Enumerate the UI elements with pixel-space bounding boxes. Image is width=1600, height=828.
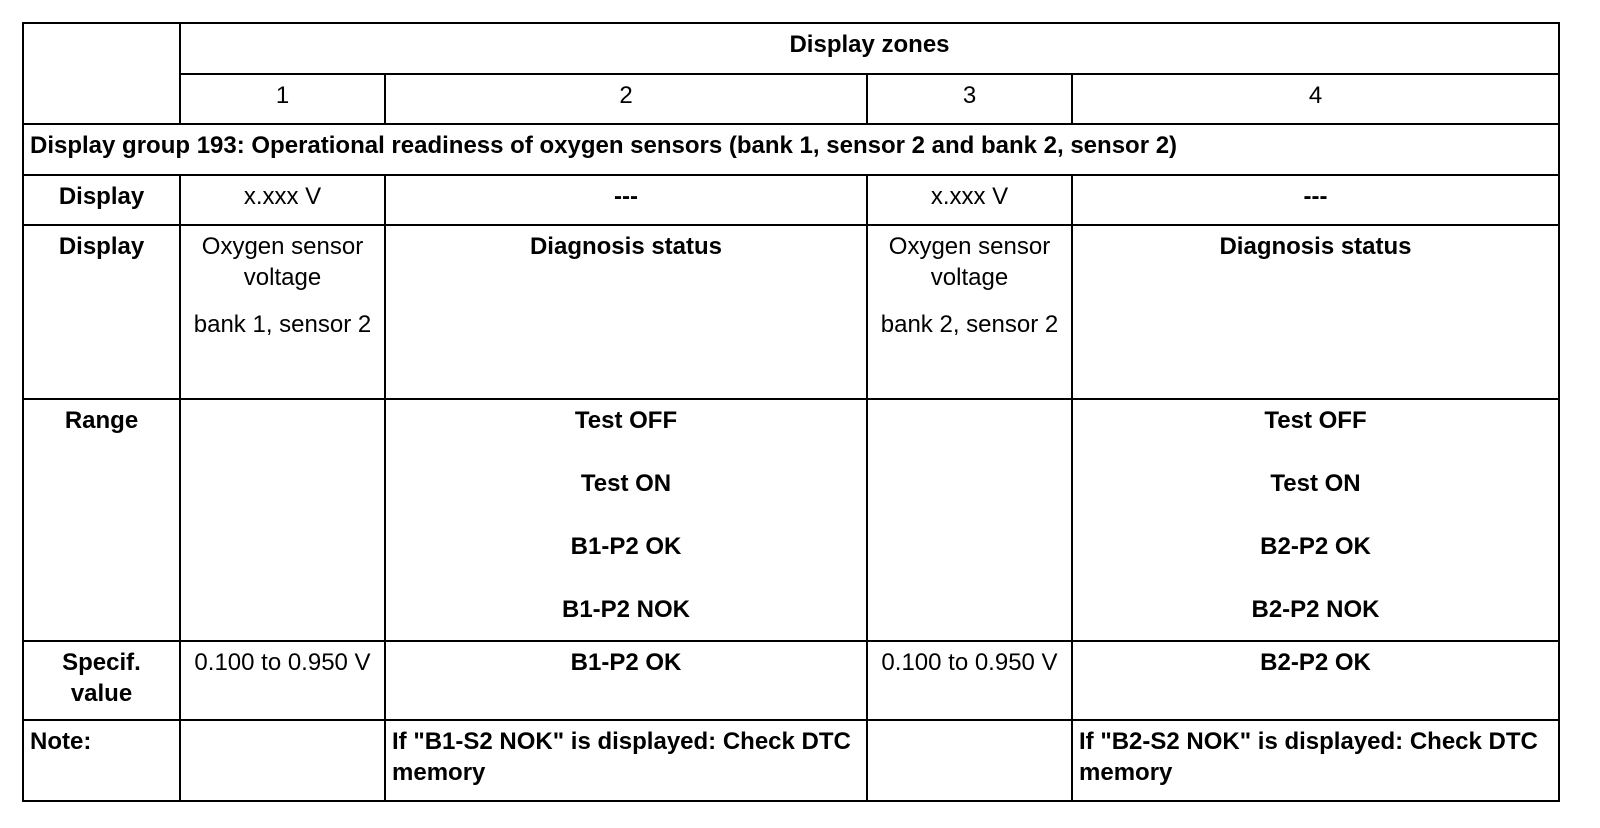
range-zone-2-item: Test ON <box>580 470 672 497</box>
range-zone-2-item: Test OFF <box>574 407 678 434</box>
display-desc-zone-1 <box>180 225 385 399</box>
display-zones-header: Display zones <box>180 23 1559 74</box>
zone-number-4: 4 <box>1072 74 1559 124</box>
zone-number-1: 1 <box>180 74 385 124</box>
table-row <box>23 720 1559 801</box>
row-label-specif-value: Specif. value <box>23 641 180 720</box>
range-zone-1 <box>180 399 385 641</box>
spec-zone-3: 0.100 to 0.950 V <box>867 641 1072 720</box>
zone-3-desc-line-2: bank 2, sensor 2 <box>880 311 1059 338</box>
display-desc-zone-4: Diagnosis status <box>1072 225 1559 399</box>
table-row <box>23 641 1559 720</box>
display-value-zone-3: x.xxx V <box>867 175 1072 225</box>
table-row <box>23 225 1559 399</box>
display-desc-zone-3 <box>867 225 1072 399</box>
table-row <box>23 399 1559 641</box>
range-zone-4-item: Test ON <box>1270 470 1361 497</box>
range-zone-2-item: B1-P2 OK <box>570 533 682 560</box>
range-zone-4-item: B2-P2 OK <box>1260 533 1371 560</box>
note-zone-3 <box>867 720 1072 801</box>
group-title-row <box>23 124 1559 175</box>
range-zone-4-item: B2-P2 NOK <box>1251 596 1380 623</box>
note-zone-1 <box>180 720 385 801</box>
zone-number-row <box>23 74 1559 124</box>
display-group-table <box>22 22 1560 802</box>
range-zone-2 <box>385 399 867 641</box>
display-value-zone-2: --- <box>385 175 867 225</box>
range-zone-4-item: Test OFF <box>1264 407 1367 434</box>
range-zone-4 <box>1072 399 1559 641</box>
row-label-note: Note: <box>23 720 180 801</box>
display-desc-zone-2: Diagnosis status <box>385 225 867 399</box>
zone-number-3: 3 <box>867 74 1072 124</box>
note-zone-2: If "B1-S2 NOK" is displayed: Check DTC memory <box>385 720 867 801</box>
row-label-display: Display <box>23 175 180 225</box>
range-zone-3 <box>867 399 1072 641</box>
zone-number-2: 2 <box>385 74 867 124</box>
spec-zone-2: B1-P2 OK <box>385 641 867 720</box>
zone-1-desc-line-2: bank 1, sensor 2 <box>193 311 372 338</box>
document-page <box>22 22 1560 802</box>
row-label-range: Range <box>23 399 180 641</box>
zone-1-desc-line-1: Oxygen sensor voltage <box>201 233 364 291</box>
zone-3-desc-line-1: Oxygen sensor voltage <box>888 233 1051 291</box>
spec-zone-1: 0.100 to 0.950 V <box>180 641 385 720</box>
display-value-zone-1: x.xxx V <box>180 175 385 225</box>
range-zone-2-item: B1-P2 NOK <box>561 596 691 623</box>
display-group-title: Display group 193: Operational readiness of oxygen sensors (bank 1, sensor 2 and bank 2, sensor 2) <box>23 124 1559 175</box>
table-header-row <box>23 23 1559 74</box>
header-corner-cell <box>23 23 180 124</box>
note-zone-4: If "B2-S2 NOK" is displayed: Check DTC memory <box>1072 720 1559 801</box>
display-value-zone-4: --- <box>1072 175 1559 225</box>
table-row <box>23 175 1559 225</box>
spec-zone-4: B2-P2 OK <box>1072 641 1559 720</box>
row-label-display-desc: Display <box>23 225 180 399</box>
